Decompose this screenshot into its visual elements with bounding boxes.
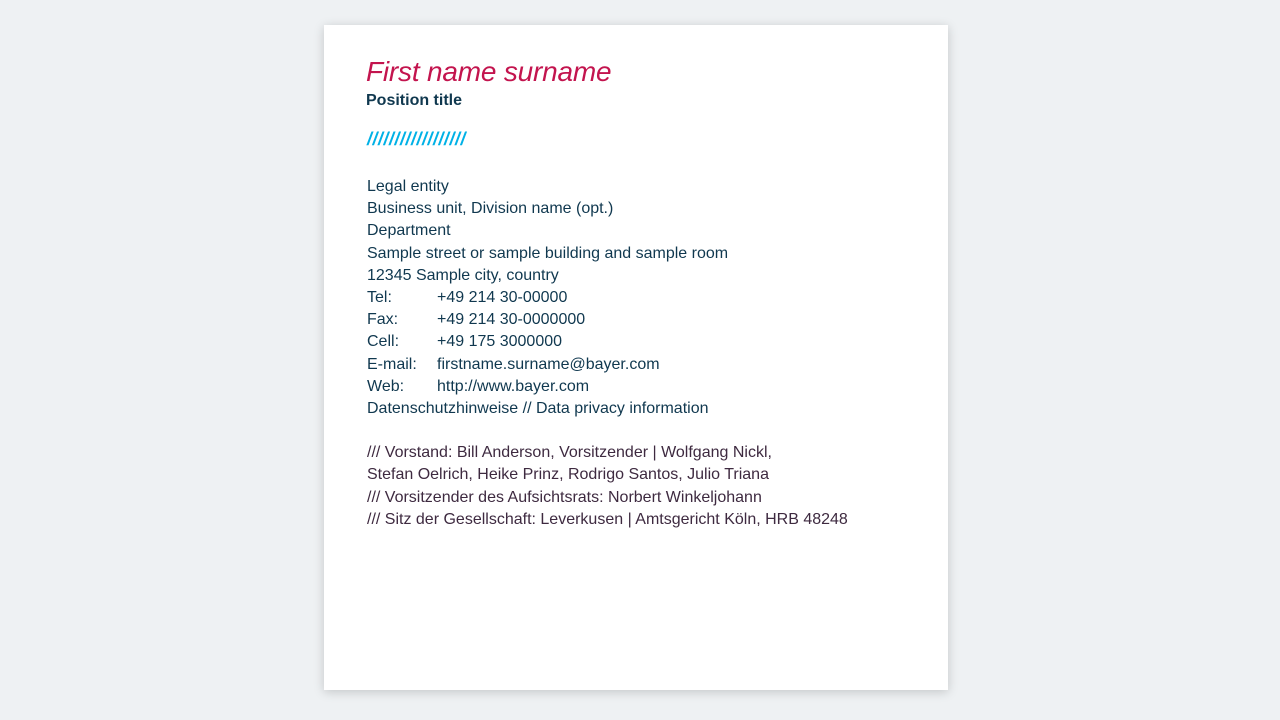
email-link[interactable]: firstname.surname@bayer.com xyxy=(437,355,660,373)
contact-fax xyxy=(367,309,926,331)
board-line: /// Sitz der Gesellschaft: Leverkusen | Amtsgericht Köln, HRB 48248 xyxy=(367,510,848,528)
tel-value: +49 214 30-00000 xyxy=(437,289,568,307)
board-line: /// Vorsitzender des Aufsichtsrats: Norbert Winkeljohann xyxy=(367,488,762,506)
position-title: Position title xyxy=(366,92,462,109)
board-line: /// Vorstand: Bill Anderson, Vorsitzender | Wolfgang Nickl, xyxy=(367,444,772,462)
contact-label: Web: xyxy=(367,377,405,395)
web-link[interactable]: http://www.bayer.com xyxy=(437,377,590,395)
contact-label: Fax: xyxy=(367,311,399,329)
signature-card xyxy=(324,25,948,690)
legal-entity: Legal entity xyxy=(367,178,449,195)
contact-cell xyxy=(367,331,926,353)
cell-value: +49 175 3000000 xyxy=(437,333,563,351)
privacy-link[interactable]: Datenschutzhinweise // Data privacy information xyxy=(367,400,709,418)
street-address: Sample street or sample building and sample room xyxy=(367,244,729,262)
contact-tel xyxy=(367,287,926,309)
signature-content xyxy=(366,55,926,531)
city-country: 12345 Sample city, country xyxy=(367,266,559,284)
contact-label: E-mail: xyxy=(367,355,417,373)
contact-web xyxy=(367,376,926,398)
contact-label: Cell: xyxy=(367,333,400,351)
department: Department xyxy=(367,222,451,240)
separator-slashes: ////////////////// xyxy=(367,129,467,149)
fax-value: +49 214 30-0000000 xyxy=(437,311,586,329)
business-unit: Business unit, Division name (opt.) xyxy=(367,200,614,218)
board-info xyxy=(366,442,926,531)
board-line: Stefan Oelrich, Heike Prinz, Rodrigo Santos, Julio Triana xyxy=(367,466,769,484)
contact-label: Tel: xyxy=(367,289,392,307)
signature-name: First name surname xyxy=(366,56,612,87)
contact-email xyxy=(367,354,926,376)
address-block xyxy=(366,176,926,420)
